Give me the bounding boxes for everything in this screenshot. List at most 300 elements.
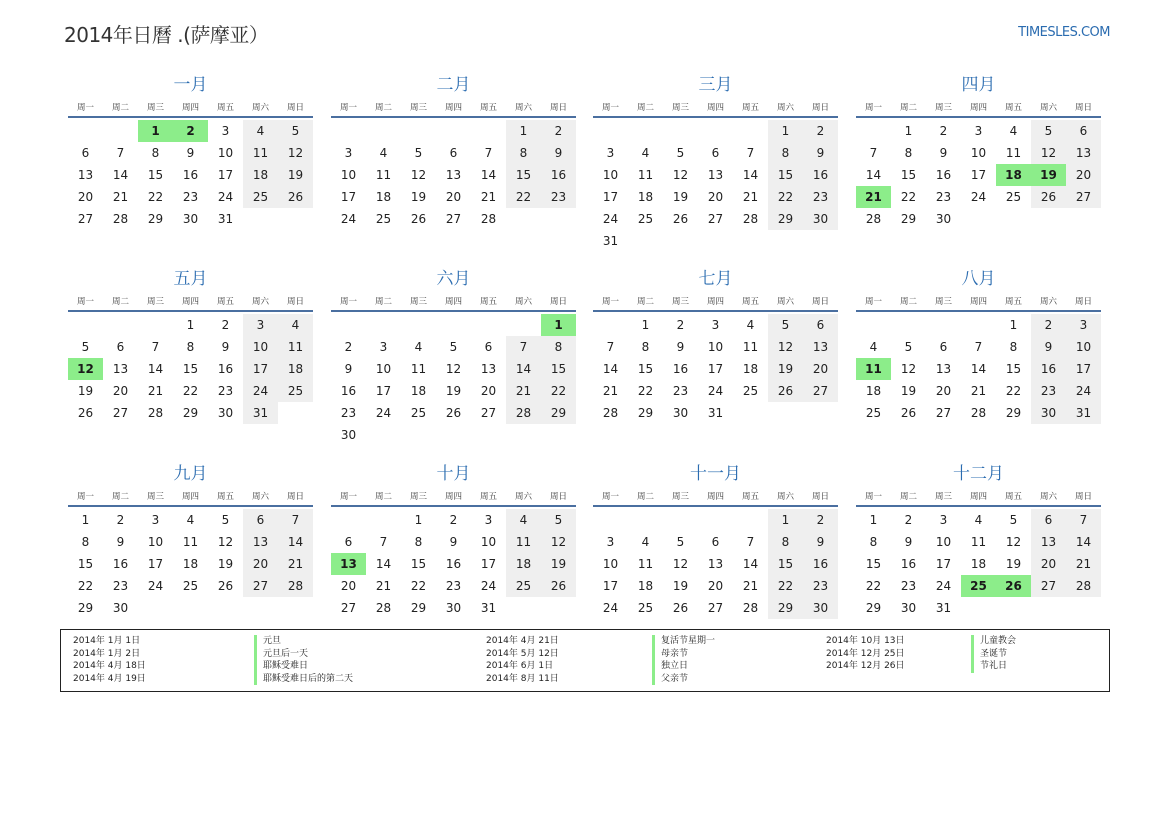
day-cell: 30 [672, 406, 689, 420]
day-cell: 14 [865, 168, 882, 182]
legend-holiday-name: 耶稣受难日后的第二天 [254, 673, 353, 686]
day-cell: 1 [81, 513, 90, 527]
month-calendar [331, 461, 576, 619]
day-cell: 14 [480, 168, 497, 182]
empty-cell [68, 314, 103, 336]
day-cell: 6 [1031, 509, 1066, 531]
day-cell: 9 [676, 340, 685, 354]
weekday-label: 周三 [409, 103, 427, 113]
month-calendar [593, 72, 838, 252]
day-cell: 13 [803, 336, 838, 358]
day-cell: 2 [221, 318, 230, 332]
day-cell: 9 [221, 340, 230, 354]
month-calendar [593, 461, 838, 619]
weekday-label: 周日 [1074, 492, 1092, 502]
day-grid [856, 120, 1101, 230]
day-grid [68, 120, 313, 230]
weekday-header [593, 98, 838, 118]
weekday-label: 周二 [899, 492, 917, 502]
day-cell: 8 [904, 146, 913, 160]
weekday-label: 周三 [671, 297, 689, 307]
day-cell: 26 [672, 212, 689, 226]
day-cell: 3 [606, 535, 615, 549]
weekday-label: 周四 [706, 492, 724, 502]
day-cell: 4 [379, 146, 388, 160]
month-name: 七月 [698, 269, 733, 289]
day-cell: 2 [803, 120, 838, 142]
weekday-label: 周四 [444, 492, 462, 502]
weekday-label: 周日 [286, 492, 304, 502]
day-cell: 2 [904, 513, 913, 527]
day-cell: 14 [375, 557, 392, 571]
weekday-label: 周三 [671, 103, 689, 113]
day-cell: 29 [900, 212, 917, 226]
day-cell: 16 [217, 362, 234, 376]
day-cell: 13 [77, 168, 94, 182]
calendar-grid [68, 72, 1101, 622]
day-cell: 8 [414, 535, 423, 549]
day-cell: 10 [243, 336, 278, 358]
day-cell: 11 [637, 557, 654, 571]
empty-cell [331, 509, 366, 531]
day-cell: 16 [445, 557, 462, 571]
day-cell: 23 [935, 190, 952, 204]
weekday-header [331, 292, 576, 312]
day-cell: 2 [344, 340, 353, 354]
day-cell: 9 [116, 535, 125, 549]
day-cell: 25 [637, 601, 654, 615]
day-cell: 2 [541, 120, 576, 142]
day-cell: 17 [707, 362, 724, 376]
day-cell: 14 [970, 362, 987, 376]
weekday-header [331, 487, 576, 507]
weekday-label: 周五 [479, 492, 497, 502]
day-cell: 19 [217, 557, 234, 571]
empty-cell [471, 120, 506, 142]
weekday-label: 周五 [741, 103, 759, 113]
weekday-label: 周一 [339, 297, 357, 307]
day-cell: 5 [81, 340, 90, 354]
day-cell: 13 [445, 168, 462, 182]
day-grid [68, 509, 313, 619]
day-cell: 13 [243, 531, 278, 553]
day-cell: 26 [900, 406, 917, 420]
day-cell: 27 [112, 406, 129, 420]
day-cell: 8 [768, 142, 803, 164]
day-cell: 5 [414, 146, 423, 160]
day-grid [593, 120, 838, 252]
day-cell: 11 [970, 535, 987, 549]
weekday-label: 周四 [706, 103, 724, 113]
day-cell: 5 [541, 509, 576, 531]
day-cell: 7 [869, 146, 878, 160]
day-cell: 4 [869, 340, 878, 354]
day-cell: 20 [803, 358, 838, 380]
weekday-header [593, 292, 838, 312]
day-cell: 14 [742, 557, 759, 571]
day-cell: 10 [935, 535, 952, 549]
weekday-label: 周六 [251, 103, 269, 113]
legend-holiday-name: 圣诞节 [971, 648, 1016, 661]
day-cell: 1 [904, 124, 913, 138]
month-name: 十月 [436, 464, 471, 484]
weekday-label: 周三 [934, 492, 952, 502]
day-cell: 26 [541, 575, 576, 597]
day-cell: 4 [974, 513, 983, 527]
empty-cell [628, 120, 663, 142]
day-cell: 30 [445, 601, 462, 615]
weekday-label: 周三 [934, 297, 952, 307]
month-name: 十二月 [953, 464, 1004, 484]
day-cell: 26 [217, 579, 234, 593]
day-cell: 12 [672, 168, 689, 182]
day-cell: 20 [480, 384, 497, 398]
day-cell: 15 [410, 557, 427, 571]
day-cell: 28 [1066, 575, 1101, 597]
empty-cell [401, 314, 436, 336]
month-name: 二月 [436, 75, 471, 95]
weekday-label: 周三 [409, 492, 427, 502]
legend-date: 2014年 5月 12日 [486, 648, 559, 659]
day-cell: 22 [768, 575, 803, 597]
day-cell: 14 [112, 168, 129, 182]
empty-cell [593, 509, 628, 531]
day-cell: 10 [602, 168, 619, 182]
day-grid [331, 120, 576, 230]
day-cell: 6 [939, 340, 948, 354]
day-cell: 30 [935, 212, 952, 226]
weekday-label: 周四 [969, 297, 987, 307]
day-cell: 17 [602, 579, 619, 593]
day-cell: 19 [672, 579, 689, 593]
day-cell: 1 [414, 513, 423, 527]
legend-date-column [826, 635, 905, 673]
empty-cell [961, 314, 996, 336]
day-cell: 5 [449, 340, 458, 354]
weekday-label: 周六 [514, 103, 532, 113]
day-cell: 15 [865, 557, 882, 571]
day-cell: 8 [151, 146, 160, 160]
day-cell: 5 [221, 513, 230, 527]
day-cell: 8 [869, 535, 878, 549]
weekday-label: 周三 [146, 297, 164, 307]
day-cell: 20 [243, 553, 278, 575]
legend-holiday-name: 元旦 [254, 635, 353, 648]
weekday-label: 周日 [549, 103, 567, 113]
weekday-label: 周日 [811, 103, 829, 113]
day-cell: 22 [900, 190, 917, 204]
day-cell: 20 [445, 190, 462, 204]
day-cell: 23 [217, 384, 234, 398]
month-name: 五月 [173, 269, 208, 289]
day-cell: 25 [278, 380, 313, 402]
day-cell: 10 [147, 535, 164, 549]
day-cell: 2 [116, 513, 125, 527]
day-cell: 9 [344, 362, 353, 376]
day-cell: 2 [676, 318, 685, 332]
day-cell: 11 [637, 168, 654, 182]
day-cell: 13 [480, 362, 497, 376]
day-cell: 4 [641, 146, 650, 160]
day-cell: 3 [151, 513, 160, 527]
empty-cell [436, 314, 471, 336]
holiday-day-cell: 18 [996, 164, 1031, 186]
day-cell: 27 [1031, 575, 1066, 597]
holiday-day-cell: 25 [961, 575, 996, 597]
day-cell: 7 [506, 336, 541, 358]
weekday-label: 周六 [776, 297, 794, 307]
legend-holiday-name: 元旦后一天 [254, 648, 353, 661]
day-cell: 21 [602, 384, 619, 398]
day-cell: 27 [480, 406, 497, 420]
day-grid [593, 314, 838, 424]
day-cell: 20 [1066, 164, 1101, 186]
day-cell: 7 [278, 509, 313, 531]
weekday-label: 周四 [969, 492, 987, 502]
day-cell: 17 [1066, 358, 1101, 380]
holiday-day-cell: 2 [173, 120, 208, 142]
day-cell: 12 [1005, 535, 1022, 549]
weekday-label: 周四 [181, 492, 199, 502]
day-cell: 24 [147, 579, 164, 593]
month-calendar [593, 266, 838, 424]
legend-date: 2014年 1月 2日 [73, 648, 141, 659]
weekday-label: 周一 [601, 103, 619, 113]
empty-cell [366, 120, 401, 142]
day-cell: 15 [900, 168, 917, 182]
day-cell: 16 [935, 168, 952, 182]
day-cell: 31 [1066, 402, 1101, 424]
month-calendar [331, 266, 576, 446]
day-cell: 9 [186, 146, 195, 160]
day-cell: 14 [1066, 531, 1101, 553]
empty-cell [698, 509, 733, 531]
weekday-label: 周二 [636, 492, 654, 502]
day-cell: 29 [541, 402, 576, 424]
legend-date: 2014年 4月 19日 [73, 673, 146, 684]
day-cell: 21 [112, 190, 129, 204]
day-cell: 23 [182, 190, 199, 204]
day-cell: 4 [278, 314, 313, 336]
weekday-label: 周六 [514, 492, 532, 502]
empty-cell [856, 120, 891, 142]
day-cell: 3 [711, 318, 720, 332]
day-cell: 5 [1031, 120, 1066, 142]
empty-cell [593, 120, 628, 142]
day-cell: 15 [768, 164, 803, 186]
day-cell: 17 [243, 358, 278, 380]
day-cell: 20 [707, 579, 724, 593]
day-cell: 15 [768, 553, 803, 575]
day-cell: 29 [637, 406, 654, 420]
weekday-label: 周五 [216, 103, 234, 113]
weekday-label: 周日 [286, 297, 304, 307]
weekday-label: 周五 [1004, 492, 1022, 502]
day-cell: 28 [506, 402, 541, 424]
day-cell: 18 [410, 384, 427, 398]
page-title: 2014年日曆 .(萨摩亚） [64, 23, 269, 47]
day-cell: 7 [1066, 509, 1101, 531]
day-cell: 19 [278, 164, 313, 186]
holiday-day-cell: 1 [541, 314, 576, 336]
day-cell: 13 [1031, 531, 1066, 553]
weekday-header [68, 98, 313, 118]
day-cell: 23 [803, 575, 838, 597]
month-name: 八月 [961, 269, 996, 289]
day-cell: 22 [77, 579, 94, 593]
day-cell: 24 [480, 579, 497, 593]
day-cell: 10 [480, 535, 497, 549]
day-grid [331, 314, 576, 446]
day-cell: 25 [865, 406, 882, 420]
day-cell: 30 [803, 208, 838, 230]
day-cell: 7 [606, 340, 615, 354]
day-cell: 6 [711, 146, 720, 160]
day-cell: 18 [182, 557, 199, 571]
day-cell: 30 [900, 601, 917, 615]
weekday-label: 周三 [934, 103, 952, 113]
day-cell: 6 [344, 535, 353, 549]
day-cell: 1 [506, 120, 541, 142]
day-cell: 27 [243, 575, 278, 597]
weekday-label: 周五 [1004, 103, 1022, 113]
day-cell: 9 [803, 142, 838, 164]
day-cell: 29 [77, 601, 94, 615]
day-cell: 24 [375, 406, 392, 420]
day-cell: 17 [217, 168, 234, 182]
day-cell: 25 [182, 579, 199, 593]
day-cell: 16 [182, 168, 199, 182]
site-link[interactable]: TIMESLES.COM [1018, 25, 1110, 40]
empty-cell [628, 509, 663, 531]
day-cell: 15 [147, 168, 164, 182]
empty-cell [506, 314, 541, 336]
empty-cell [926, 314, 961, 336]
day-cell: 7 [484, 146, 493, 160]
day-cell: 9 [904, 535, 913, 549]
day-cell: 28 [602, 406, 619, 420]
day-cell: 16 [900, 557, 917, 571]
day-cell: 11 [278, 336, 313, 358]
weekday-label: 周三 [146, 103, 164, 113]
empty-cell [366, 509, 401, 531]
day-cell: 6 [803, 314, 838, 336]
day-cell: 17 [340, 190, 357, 204]
weekday-label: 周二 [374, 297, 392, 307]
legend-date: 2014年 10月 13日 [826, 636, 905, 646]
day-cell: 21 [506, 380, 541, 402]
empty-cell [593, 314, 628, 336]
month-name: 六月 [436, 269, 471, 289]
holiday-day-cell: 13 [331, 553, 366, 575]
month-name: 九月 [173, 464, 208, 484]
day-grid [68, 314, 313, 424]
day-cell: 14 [147, 362, 164, 376]
day-cell: 11 [1005, 146, 1022, 160]
weekday-label: 周五 [741, 297, 759, 307]
weekday-label: 周二 [899, 103, 917, 113]
day-cell: 22 [506, 186, 541, 208]
day-cell: 3 [243, 314, 278, 336]
day-cell: 19 [900, 384, 917, 398]
day-cell: 21 [278, 553, 313, 575]
day-cell: 22 [147, 190, 164, 204]
day-cell: 4 [506, 509, 541, 531]
day-cell: 7 [746, 535, 755, 549]
day-cell: 13 [1066, 142, 1101, 164]
day-cell: 19 [672, 190, 689, 204]
day-grid [856, 314, 1101, 424]
day-cell: 9 [449, 535, 458, 549]
weekday-label: 周三 [146, 492, 164, 502]
day-cell: 13 [112, 362, 129, 376]
day-cell: 2 [939, 124, 948, 138]
day-cell: 1 [768, 120, 803, 142]
day-cell: 29 [768, 597, 803, 619]
day-cell: 14 [742, 168, 759, 182]
day-cell: 18 [865, 384, 882, 398]
day-cell: 5 [676, 535, 685, 549]
day-cell: 31 [480, 601, 497, 615]
weekday-label: 周六 [1039, 297, 1057, 307]
empty-cell [891, 314, 926, 336]
day-cell: 16 [340, 384, 357, 398]
weekday-header [331, 98, 576, 118]
empty-cell [733, 120, 768, 142]
day-cell: 15 [541, 358, 576, 380]
day-cell: 29 [182, 406, 199, 420]
day-cell: 26 [445, 406, 462, 420]
day-cell: 12 [768, 336, 803, 358]
holiday-day-cell: 12 [68, 358, 103, 380]
day-cell: 16 [112, 557, 129, 571]
day-cell: 24 [217, 190, 234, 204]
legend-name-column [254, 635, 353, 685]
day-cell: 10 [970, 146, 987, 160]
weekday-label: 周四 [181, 297, 199, 307]
day-cell: 3 [379, 340, 388, 354]
weekday-label: 周日 [549, 297, 567, 307]
day-cell: 6 [81, 146, 90, 160]
weekday-header [856, 292, 1101, 312]
holiday-day-cell: 21 [856, 186, 891, 208]
weekday-label: 周二 [374, 492, 392, 502]
day-cell: 28 [742, 601, 759, 615]
day-cell: 29 [147, 212, 164, 226]
day-cell: 8 [641, 340, 650, 354]
day-cell: 24 [970, 190, 987, 204]
day-cell: 22 [541, 380, 576, 402]
day-cell: 20 [340, 579, 357, 593]
day-cell: 8 [1009, 340, 1018, 354]
day-cell: 21 [1066, 553, 1101, 575]
day-cell: 15 [637, 362, 654, 376]
day-cell: 17 [375, 384, 392, 398]
weekday-label: 周一 [339, 103, 357, 113]
empty-cell [401, 120, 436, 142]
weekday-label: 周日 [1074, 103, 1092, 113]
holiday-day-cell: 11 [856, 358, 891, 380]
day-cell: 24 [340, 212, 357, 226]
weekday-label: 周四 [969, 103, 987, 113]
day-cell: 7 [974, 340, 983, 354]
weekday-label: 周四 [444, 297, 462, 307]
day-cell: 11 [410, 362, 427, 376]
day-cell: 29 [768, 208, 803, 230]
day-cell: 31 [602, 234, 619, 248]
day-cell: 27 [707, 601, 724, 615]
weekday-label: 周六 [1039, 492, 1057, 502]
